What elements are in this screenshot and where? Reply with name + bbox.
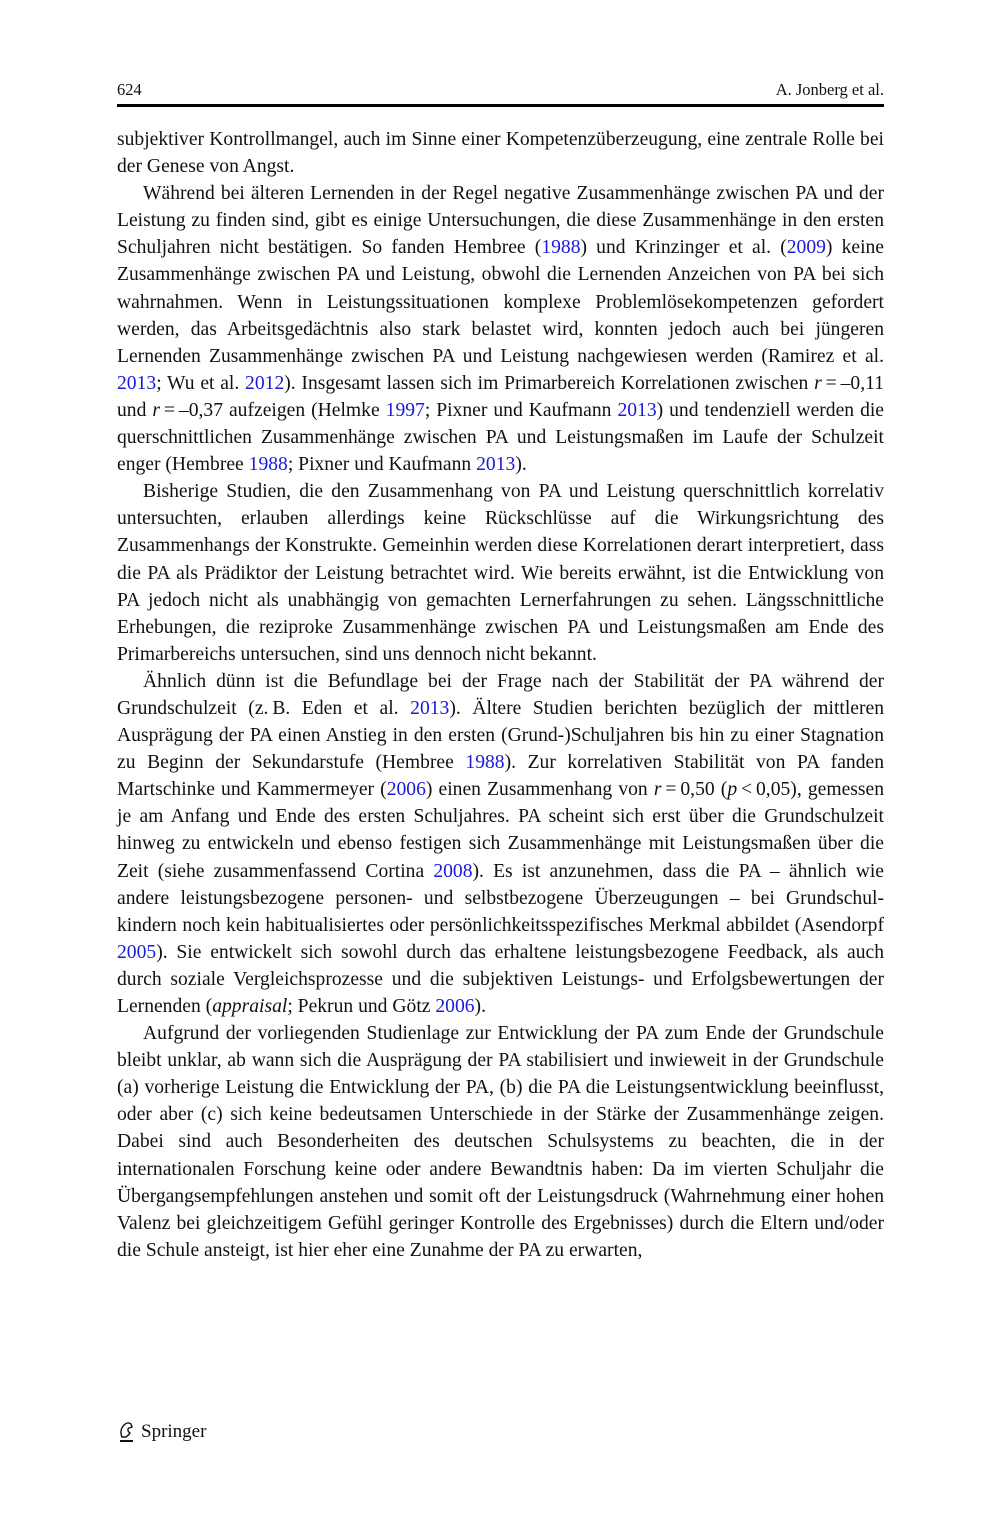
text-run: ; Wu et al. [156, 372, 246, 394]
running-header [117, 72, 884, 107]
publisher-name: Springer [141, 1421, 207, 1442]
citation-link[interactable]: 2012 [245, 372, 285, 394]
citation-link[interactable]: 2013 [476, 454, 516, 476]
running-authors: A. Jonberg et al. [775, 80, 884, 99]
citation-link[interactable]: 1997 [385, 399, 425, 421]
page-number: 624 [117, 80, 142, 99]
italic-text: r [653, 779, 662, 801]
italic-text: r [814, 372, 822, 394]
text-run: ) keine Zusammenhänge zwischen PA und Leistung, obwohl die Lernenden Anzeichen von PA bei sich wahrnahmen. Wenn in Leistungssituationen komplexe Problemlösekompetenzen gefordert werden, das Arbeitsgedächtnis also stark belastet wird, konnten jedoch auch bei jüngeren Lernenden Zusammenhänge zwischen PA und Leistung nachgewiesen werden (Ramirez et al. [117, 237, 885, 367]
paragraph [117, 126, 884, 180]
citation-link[interactable]: 2006 [435, 996, 475, 1017]
italic-text: r [152, 399, 161, 421]
text-run: ; Pixner und Kaufmann [287, 454, 477, 476]
citation-link[interactable]: 2008 [433, 860, 473, 882]
paragraph [117, 180, 884, 478]
body-text [117, 126, 884, 1264]
text-run: subjektiver Kontrollmangel, auch im Sinne einer Kompetenzüberzeugung, eine zentrale Rolle bei der Genese von Angst. [117, 129, 884, 178]
citation-link[interactable]: 2013 [410, 697, 450, 719]
paragraph [117, 1020, 884, 1264]
text-run: ) und Krinzinger et al. ( [580, 237, 787, 259]
springer-logo-icon [117, 1420, 137, 1444]
citation-link[interactable]: 1988 [465, 752, 505, 774]
text-run: Aufgrund der vorliegenden Studienlage zur Entwicklung der PA zum Ende der Grundschule bleibt unklar, ab wann sich die Ausprägung der PA stabilisiert und inwieweit in der Grundschule (a) vorherige Leistung die Entwicklung der PA, (b) die PA die Leistungsentwicklung beeinflusst, oder aber (c) sich keine bedeutsamen Unterschiede in der Stärke der Zusammenhänge zeigen. Dabei sind auch Besonderheiten des deutschen Schulsystems zu beachten, die in der internationalen Forschung keine oder andere Bewandtnis haben: Da im vierten Schuljahr die Übergangsempfehlungen anstehen und somit oft der Leistungsdruck (Wahrnehmung einer hohen Valenz bei gleichzeitigem Gefühl geringer Kontrolle des Ergebnisses) durch die Eltern und/oder die Schule ansteigt, ist hier eher eine Zunahme der PA zu erwarten, [117, 1023, 884, 1261]
text-run: ; Pixner und Kaufmann [424, 399, 618, 421]
text-run: ). Sie entwickelt sich sowohl durch das erhaltene leistungsbezogene Feedback, als auch durch soziale Vergleichsprozesse und die subjektiven Leistungs- und Erfolgsbewertungen der Lernenden ( [117, 941, 884, 1017]
citation-link[interactable]: 1988 [541, 237, 581, 259]
text-run: = –0,37 aufzeigen (Helmke [160, 399, 386, 421]
text-run: = 0,50 ( [661, 779, 728, 801]
citation-link[interactable]: 2013 [617, 399, 657, 421]
citation-link[interactable]: 2009 [786, 237, 826, 259]
text-run: ) einen Zusammenhang von [425, 779, 654, 801]
text-run: Während bei älteren Lernenden in der Regel negative Zusammenhänge zwischen PA und der Leistung zu finden sind, gibt es einige Untersuchungen, die diese Zusammenhänge in den ersten Schuljahren nicht bestätigen. So fanden Hembree ( [117, 183, 884, 259]
publisher-footer [117, 1420, 206, 1444]
text-run: Bisherige Studien, die den Zusammenhang von PA und Leistung querschnittlich korrelativ untersuchten, erlauben allerdings keine Rückschlüsse auf die Wirkungsrichtung des Zusammenhangs der Konstrukte. Gemeinhin werden diese Korrelationen derart interpretiert, dass die PA als Prädiktor der Leistung betrachtet wird. Wie bereits erwähnt, ist die Entwicklung von PA jedoch nicht als unabhängig von gemachten Lernerfahrungen zu sehen. Längsschnittliche Erhebungen, die reziproke Zusammenhänge zwischen PA und Leistungsmaßen am Ende des Primarbereichs untersuchen, sind uns dennoch nicht bekannt. [117, 481, 884, 665]
paragraph [117, 668, 884, 1020]
text-run: < 0,05), gemessen je am Anfang und Ende des ersten Schuljahres. PA scheint sich erst über die Grundschulzeit hinweg zu entwickeln und ebenso festigen sich Zusammenhänge mit Leistungsmaßen über die Zeit (siehe zusammenfassend Cortina [117, 779, 885, 882]
italic-text: appraisal [212, 996, 288, 1017]
citation-link[interactable]: 1988 [248, 454, 288, 476]
italic-text: p [727, 779, 738, 801]
text-run: ). Insgesamt lassen sich im Primarbereich Korrelationen zwischen [284, 372, 815, 394]
text-run: ) und tendenziell werden die querschnittlichen Zusammenhänge zwischen PA und Leistungsmaßen im Laufe der Schulzeit enger (Hembree [117, 399, 885, 476]
text-run: ). Ältere Studien berichten bezüglich der mittleren Ausprägung der PA einen Anstieg in den ersten (Grund-)Schuljahren bis hin zu einer Stagnation zu Beginn der Sekundarstufe (Hembree [117, 697, 884, 774]
text-run: ). Zur korrelativen Stabilität von PA fanden Martschinke und Kammermeyer ( [117, 752, 884, 801]
text-run: ). Es ist anzunehmen, dass die PA – ähnlich wie andere leistungsbezogene personen- und selbstbezogene Überzeugungen – bei Grundschulkindern noch kein habitualisiertes oder persönlichkeitsspezifisches Merkmal abbildet (Asendorpf [117, 860, 884, 936]
text-run: ; Pekrun und Götz [287, 996, 436, 1017]
paragraph [117, 478, 884, 668]
citation-link[interactable]: 2013 [117, 372, 157, 394]
citation-link[interactable]: 2005 [117, 941, 157, 963]
text-run: Ähnlich dünn ist die Befundlage bei der Frage nach der Stabilität der PA während der Grundschulzeit (z. B. Eden et al. [117, 670, 884, 719]
citation-link[interactable]: 2006 [386, 779, 426, 801]
text-run: ). [515, 454, 527, 476]
text-run: ). [474, 996, 486, 1017]
text-run: = –0,11 und [117, 372, 884, 421]
